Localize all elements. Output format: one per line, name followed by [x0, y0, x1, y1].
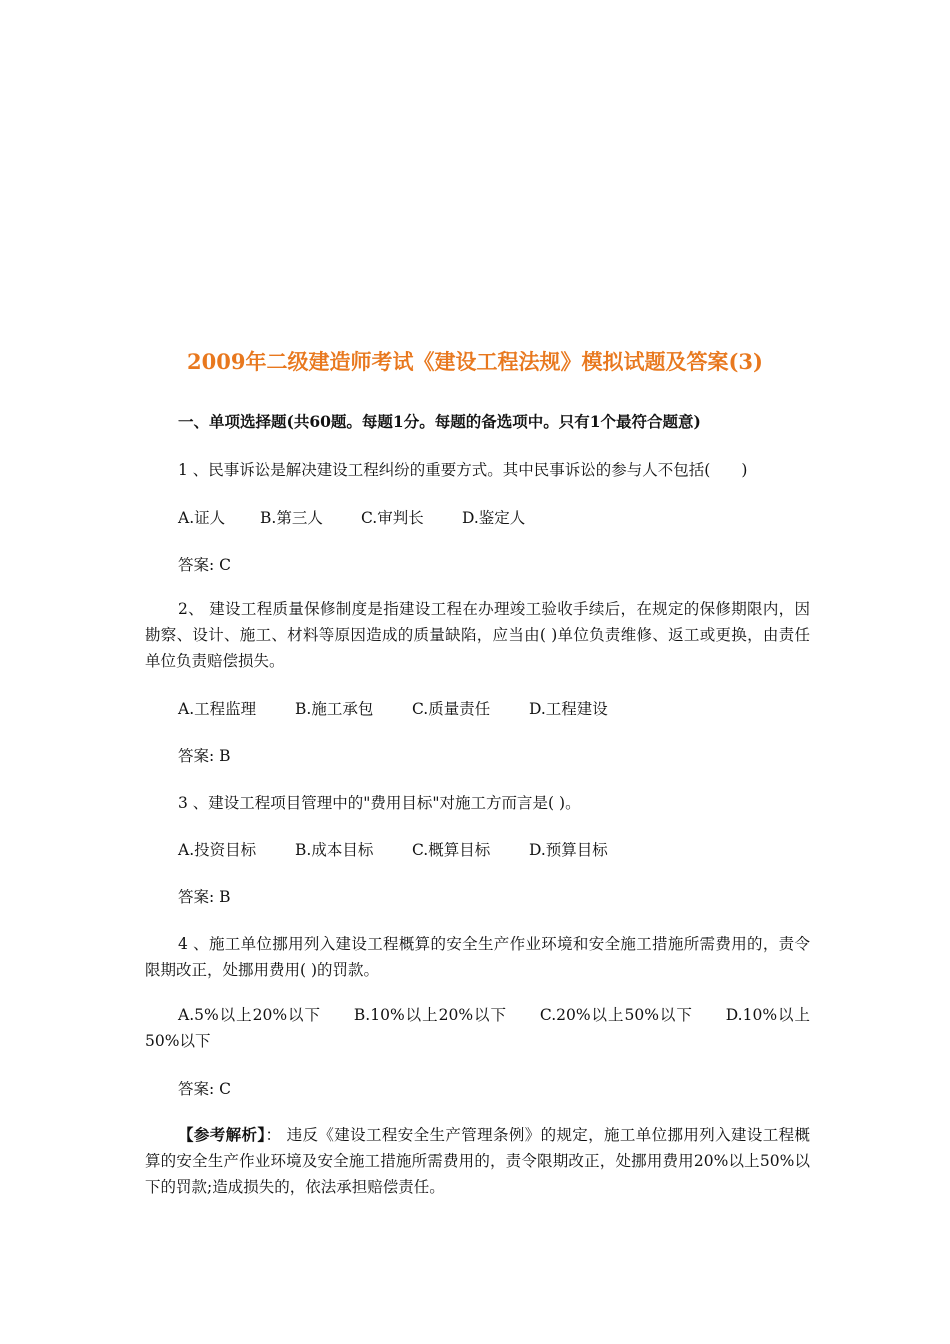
question-1-stem: 1 、民事诉讼是解决建设工程纠纷的重要方式。其中民事诉讼的参与人不包括( ): [178, 461, 748, 479]
question-2-option-a: A.工程监理: [178, 700, 257, 718]
question-2-answer: 答案: B: [178, 747, 231, 765]
question-2-stem: 2、 建设工程质量保修制度是指建设工程在办理竣工验收手续后，在规定的保修期限内，因勘察、设计、施工、材料等原因造成的质量缺陷，应当由( )单位负责维修、返工或更换，由责任单位负责赔偿损失。: [145, 600, 810, 670]
question-3-answer: 答案: B: [178, 888, 231, 906]
question-3-option-b: B.成本目标: [295, 841, 374, 859]
question-3-option-d: D.预算目标: [529, 841, 608, 859]
question-1-option-a: A.证人: [178, 509, 226, 527]
question-4-options: A.5%以上20%以下 B.10%以上20%以下 C.20%以上50%以下 D.10%以上50%以下: [145, 1006, 810, 1050]
analysis-text: ： 违反《建设工程安全生产管理条例》的规定，施工单位挪用列入建设工程概算的安全生产作业环境及安全施工措施所需费用的，责令限期改正，处挪用费用20%以上50%以下的罚款;造成损失的，依法承担赔偿责任。: [145, 1126, 810, 1196]
question-3-option-c: C.概算目标: [412, 841, 491, 859]
question-2-option-c: C.质量责任: [412, 700, 491, 718]
reference-analysis: [145, 1122, 810, 1200]
document-title: 2009年二级建造师考试《建设工程法规》模拟试题及答案(3): [187, 349, 763, 374]
question-3-option-a: A.投资目标: [178, 841, 257, 859]
question-1-option-c: C.审判长: [361, 509, 424, 527]
question-3-stem: 3 、建设工程项目管理中的"费用目标"对施工方而言是( )。: [178, 794, 581, 812]
section-heading: 一、单项选择题(共60题。每题1分。每题的备选项中。只有1个最符合题意): [178, 412, 701, 431]
question-4-stem: 4 、施工单位挪用列入建设工程概算的安全生产作业环境和安全施工措施所需费用的，责令限期改正，处挪用费用( )的罚款。: [145, 935, 810, 979]
question-1-option-d: D.鉴定人: [462, 509, 526, 527]
question-1-option-b: B.第三人: [260, 509, 323, 527]
question-2-options: [178, 697, 608, 719]
analysis-label: 【参考解析】: [178, 1125, 266, 1144]
question-2-option-d: D.工程建设: [529, 700, 608, 718]
question-4-answer: 答案: C: [178, 1080, 232, 1098]
question-2-option-b: B.施工承包: [295, 700, 374, 718]
question-1-answer: 答案: C: [178, 556, 232, 574]
question-3-options: [178, 838, 608, 860]
question-1-options: [178, 506, 525, 528]
